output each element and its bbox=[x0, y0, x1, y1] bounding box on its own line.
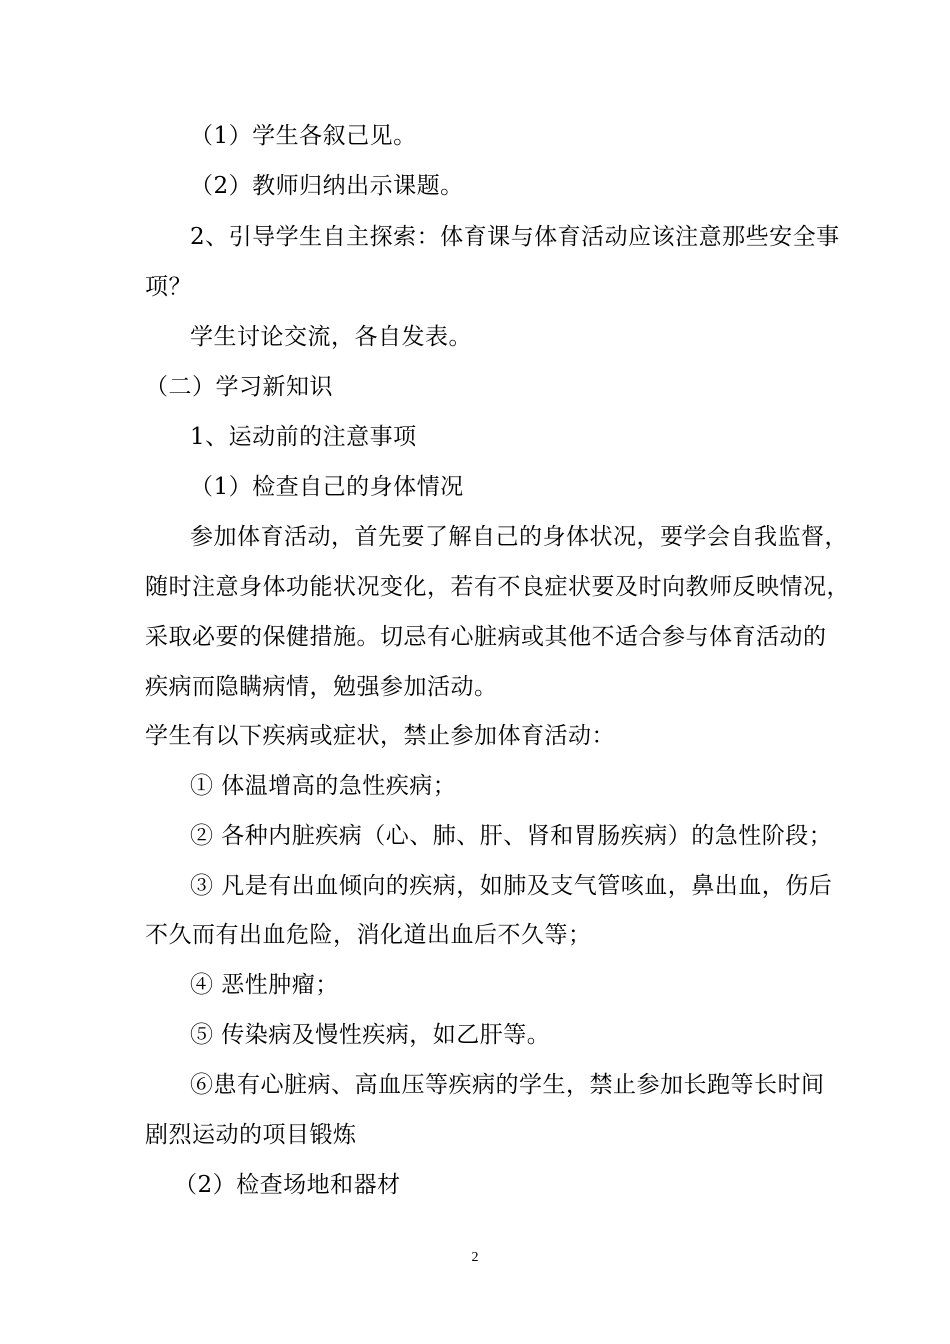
section-heading: （二）学习新知识 bbox=[145, 374, 333, 400]
list-item-continuation: 不久而有出血危险，消化道出血后不久等； bbox=[145, 922, 592, 948]
list-item: ① 体温增高的急性疾病； bbox=[190, 773, 457, 799]
list-item: ⑥患有心脏病、高血压等疾病的学生，禁止参加长跑等长时间 bbox=[190, 1072, 825, 1098]
paragraph-line: 项？ bbox=[145, 274, 192, 300]
list-item: ② 各种内脏疾病（心、肺、肝、肾和胃肠疾病）的急性阶段； bbox=[190, 823, 833, 849]
page-number: 2 bbox=[471, 1250, 479, 1265]
paragraph-line: 疾病而隐瞒病情，勉强参加活动。 bbox=[145, 674, 498, 700]
list-item-continuation: 剧烈运动的项目锻炼 bbox=[145, 1122, 357, 1148]
paragraph-line: 采取必要的保健措施。切忌有心脏病或其他不适合参与体育活动的 bbox=[145, 624, 827, 650]
paragraph-line: （1）学生各叙己见。 bbox=[190, 123, 417, 149]
paragraph-line: 2、引导学生自主探索：体育课与体育活动应该注意那些安全事 bbox=[190, 224, 840, 250]
paragraph-line: 参加体育活动，首先要了解自己的身体状况，要学会自我监督， bbox=[190, 524, 848, 550]
paragraph-line: （2）教师归纳出示课题。 bbox=[190, 173, 464, 199]
paragraph-line: 学生讨论交流，各自发表。 bbox=[190, 324, 472, 350]
subsection-heading: （1）检查自己的身体情况 bbox=[190, 474, 464, 500]
paragraph-line: 随时注意身体功能状况变化，若有不良症状要及时向教师反映情况， bbox=[145, 574, 850, 600]
list-item: ③ 凡是有出血倾向的疾病，如肺及支气管咳血，鼻出血，伤后 bbox=[190, 873, 833, 899]
list-item: ⑤ 传染病及慢性疾病，如乙肝等。 bbox=[190, 1022, 551, 1048]
subsection-heading: 1、运动前的注意事项 bbox=[190, 424, 417, 450]
list-item: ④ 恶性肿瘤； bbox=[190, 972, 339, 998]
paragraph-line: 学生有以下疾病或症状，禁止参加体育活动： bbox=[145, 723, 615, 749]
subsection-heading: （2）检查场地和器材 bbox=[174, 1172, 401, 1198]
